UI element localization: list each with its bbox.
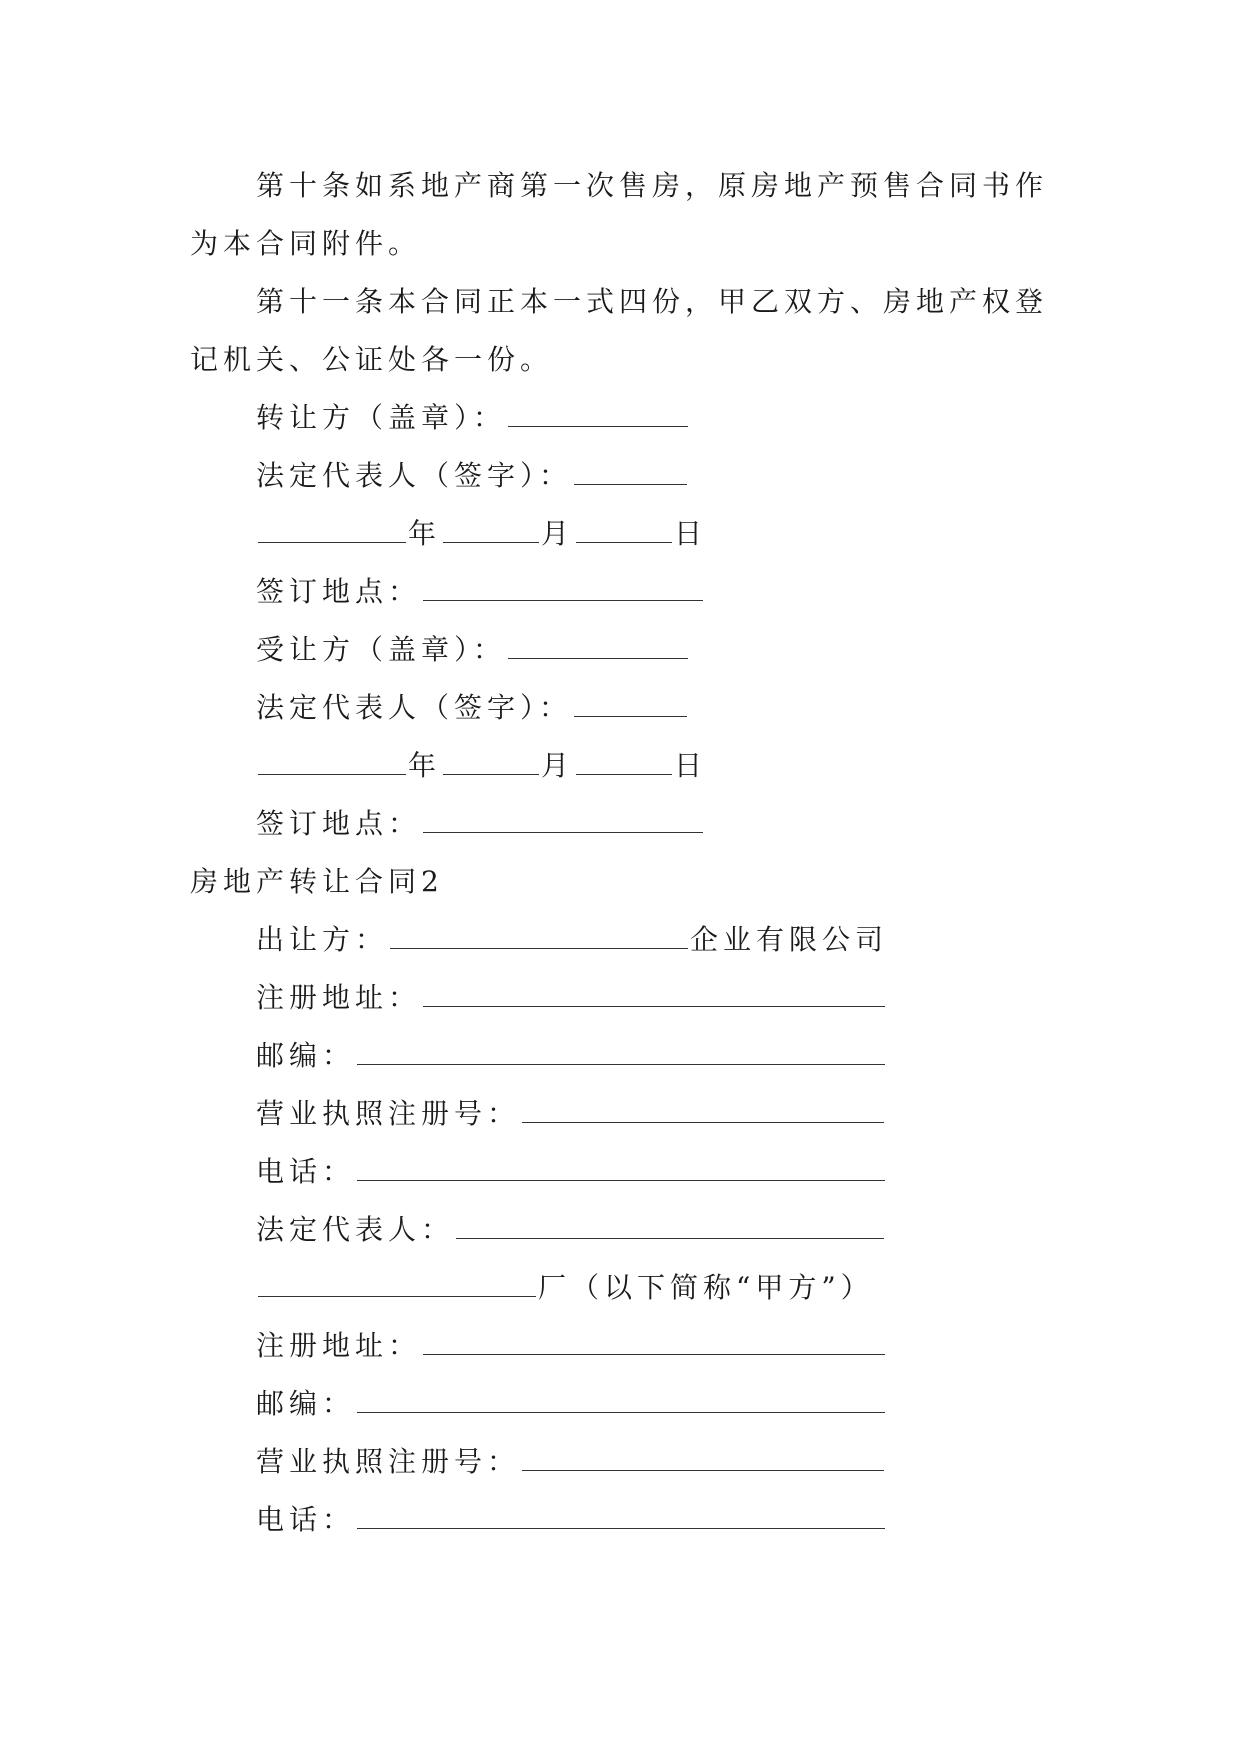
license-label: 营业执照注册号：: [256, 1097, 521, 1130]
legal-rep-sign-blank[interactable]: [574, 690, 687, 717]
reg-address-blank[interactable]: [423, 980, 885, 1007]
transferor-seal-row: [256, 398, 690, 438]
legal-rep-blank[interactable]: [456, 1212, 884, 1239]
year-blank[interactable]: [258, 748, 406, 775]
month-label: 月: [541, 517, 575, 550]
month-label: 月: [541, 749, 575, 782]
date-row-2: [256, 746, 707, 786]
license-row-1: [256, 1094, 886, 1134]
clause-11-line-1: 第十一条本合同正本一式四份，甲乙双方、房地产权登: [256, 285, 1049, 318]
date-row-1: [256, 514, 707, 554]
phone-label: 电话：: [256, 1503, 356, 1536]
legal-rep-sign-row-2: [256, 688, 689, 728]
reg-address-label: 注册地址：: [256, 1329, 422, 1362]
postcode-label: 邮编：: [256, 1387, 356, 1420]
sign-place-blank[interactable]: [423, 806, 703, 833]
clause-10-line-1: 第十条如系地产商第一次售房，原房地产预售合同书作: [256, 169, 1049, 202]
day-label: 日: [674, 517, 708, 550]
reg-address-blank[interactable]: [423, 1328, 885, 1355]
phone-blank[interactable]: [357, 1502, 885, 1529]
month-blank[interactable]: [443, 516, 539, 543]
party-a-suffix: 厂（以下简称“甲方”）: [538, 1271, 874, 1304]
legal-rep-row: [256, 1210, 886, 1250]
legal-rep-sign-row-1: [256, 456, 689, 496]
legal-rep-sign-label: 法定代表人（签字）：: [256, 691, 573, 724]
day-blank[interactable]: [576, 748, 672, 775]
sign-place-label: 签订地点：: [256, 575, 422, 608]
clause-11-line-2: 记机关、公证处各一份。: [190, 343, 554, 376]
transferee-seal-blank[interactable]: [508, 632, 688, 659]
legal-rep-sign-label: 法定代表人（签字）：: [256, 459, 573, 492]
seller-row: [256, 920, 888, 960]
day-label: 日: [674, 749, 708, 782]
sign-place-label: 签订地点：: [256, 807, 422, 840]
transferee-seal-row: [256, 630, 690, 670]
license-blank[interactable]: [522, 1096, 884, 1123]
seller-label: 出让方：: [256, 923, 389, 956]
phone-row-1: [256, 1152, 887, 1192]
sign-place-blank[interactable]: [423, 574, 703, 601]
year-blank[interactable]: [258, 516, 406, 543]
reg-address-label: 注册地址：: [256, 981, 422, 1014]
license-row-2: [256, 1442, 886, 1482]
postcode-row-1: [256, 1036, 887, 1076]
license-label: 营业执照注册号：: [256, 1445, 521, 1478]
year-label: 年: [408, 749, 442, 782]
transferor-seal-label: 转让方（盖章）：: [256, 401, 507, 434]
reg-address-row-1: [256, 978, 887, 1018]
postcode-blank[interactable]: [357, 1038, 885, 1065]
postcode-blank[interactable]: [357, 1386, 885, 1413]
postcode-row-2: [256, 1384, 887, 1424]
sign-place-row-2: [256, 804, 705, 844]
seller-blank[interactable]: [390, 922, 688, 949]
phone-blank[interactable]: [357, 1154, 885, 1181]
seller-suffix: 企业有限公司: [690, 923, 889, 956]
party-a-blank[interactable]: [258, 1270, 536, 1297]
day-blank[interactable]: [576, 516, 672, 543]
sign-place-row-1: [256, 572, 705, 612]
legal-rep-label: 法定代表人：: [256, 1213, 455, 1246]
month-blank[interactable]: [443, 748, 539, 775]
postcode-label: 邮编：: [256, 1039, 356, 1072]
party-a-row: [256, 1268, 874, 1308]
year-label: 年: [408, 517, 442, 550]
transferee-seal-label: 受让方（盖章）：: [256, 633, 507, 666]
phone-row-2: [256, 1500, 887, 1540]
phone-label: 电话：: [256, 1155, 356, 1188]
section-title: 房地产转让合同2: [190, 865, 444, 898]
legal-rep-sign-blank[interactable]: [574, 458, 687, 485]
transferor-seal-blank[interactable]: [508, 400, 688, 427]
reg-address-row-2: [256, 1326, 887, 1366]
clause-10-line-2: 为本合同附件。: [190, 227, 422, 260]
license-blank[interactable]: [522, 1444, 884, 1471]
